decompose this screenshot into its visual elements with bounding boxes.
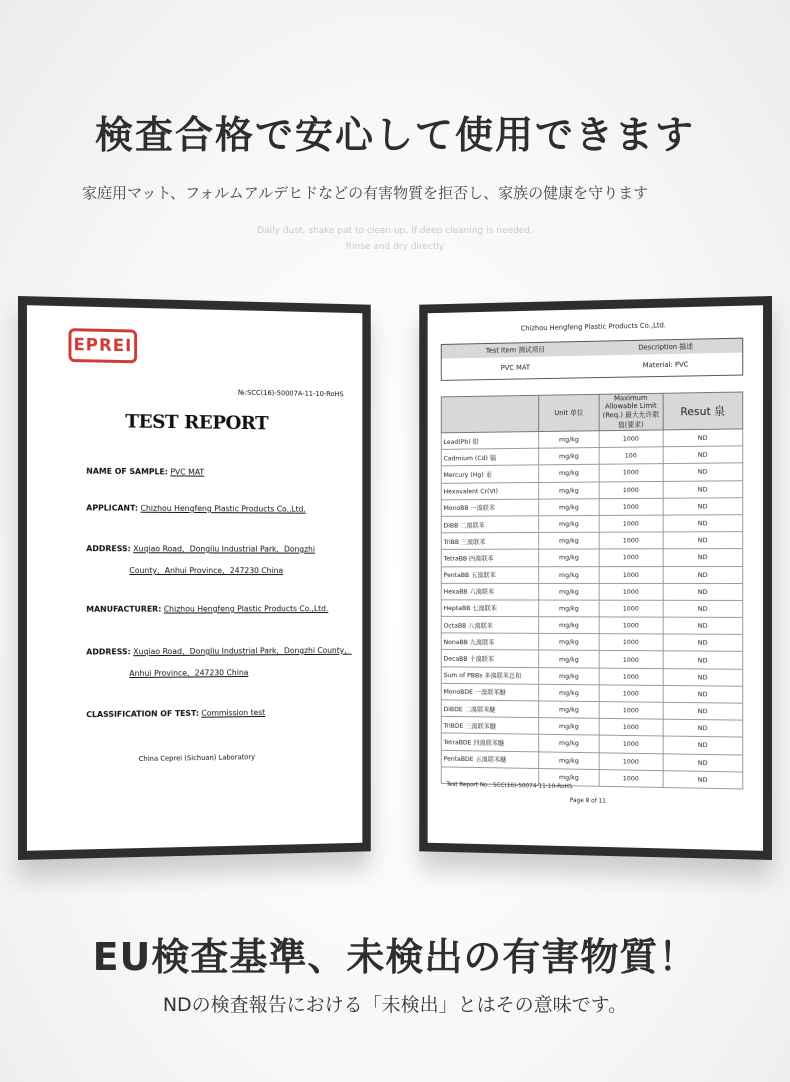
limit-cell: 1000 xyxy=(599,600,663,617)
result-cell: ND xyxy=(663,532,743,549)
report-footer: Test Report No.: SCC(16)-50074-11-10-RoHS xyxy=(446,781,573,791)
limit-cell: 1000 xyxy=(599,617,663,634)
item-cell: Mercury (Hg) 汞 xyxy=(441,465,539,483)
item-cell: Hexavalent Cr(VI) xyxy=(441,482,539,500)
limit-cell: 1000 xyxy=(599,634,663,651)
result-cell: ND xyxy=(663,583,743,600)
left-document-frame xyxy=(18,296,371,860)
unit-cell: mg/kg xyxy=(539,718,599,736)
unit-cell: mg/kg xyxy=(539,650,599,667)
table-row xyxy=(441,600,742,618)
field-classification xyxy=(86,702,265,726)
item-cell: PentaBDE 五溴联苯醚 xyxy=(441,750,539,768)
field-name-of-sample xyxy=(86,461,204,484)
field-value: Chizhou Hengfeng Plastic Products Co.,Ltd. xyxy=(163,604,329,614)
result-cell: ND xyxy=(663,515,743,532)
limit-cell: 1000 xyxy=(599,583,663,600)
limit-cell: 1000 xyxy=(599,481,663,498)
table-row xyxy=(441,549,742,566)
item-cell: DiBDE 二溴联苯醚 xyxy=(441,700,539,718)
header-cell: Resut 泉 xyxy=(663,392,743,430)
item-cell: TriBDE 三溴联苯醚 xyxy=(441,717,539,735)
limit-cell: 1000 xyxy=(599,769,663,787)
limit-cell: 1000 xyxy=(599,685,663,703)
sample-info-table xyxy=(441,338,743,381)
unit-cell: mg/kg xyxy=(539,751,599,769)
limit-cell: 1000 xyxy=(599,430,663,448)
limit-cell: 1000 xyxy=(599,532,663,549)
result-cell: ND xyxy=(663,668,743,686)
unit-cell: mg/kg xyxy=(539,498,599,515)
page-subline: 家庭用マット、フォルムアルデヒドなどの有害物質を拒否し、家族の健康を守ります xyxy=(82,184,649,202)
company-header: Chizhou Hengfeng Plastic Products Co.,Ltd. xyxy=(520,321,666,333)
result-cell: ND xyxy=(663,634,743,652)
field-address xyxy=(86,538,315,582)
header-cell xyxy=(441,395,539,433)
report-number: №:SCC(16)-50007A-11-10-RoHS xyxy=(237,388,344,399)
info-body-row xyxy=(442,353,743,380)
limit-cell: 1000 xyxy=(599,515,663,532)
unit-cell: mg/kg xyxy=(539,701,599,719)
unit-cell: mg/kg xyxy=(539,667,599,684)
field-value: Chizhou Hengfeng Plastic Products Co.,Ltd. xyxy=(140,503,306,514)
unit-cell: mg/kg xyxy=(539,431,599,449)
result-cell: ND xyxy=(663,497,743,515)
unit-cell: mg/kg xyxy=(539,735,599,753)
test-report-page xyxy=(27,305,362,851)
table-row xyxy=(441,480,742,499)
limit-cell: 1000 xyxy=(599,752,663,770)
field-label: APPLICANT: xyxy=(86,503,139,513)
field-applicant xyxy=(86,497,306,520)
limit-cell: 1000 xyxy=(599,464,663,482)
limit-cell: 1000 xyxy=(599,651,663,668)
field-manufacturer xyxy=(86,598,328,620)
field-value: Commission test xyxy=(201,708,266,718)
unit-cell: mg/kg xyxy=(539,566,599,583)
unit-cell: mg/kg xyxy=(539,549,599,566)
result-cell: ND xyxy=(663,651,743,669)
faint-caption xyxy=(0,223,790,255)
page-number: Page 8 of 11 xyxy=(569,797,606,805)
unit-cell: mg/kg xyxy=(539,634,599,651)
unit-cell: mg/kg xyxy=(539,482,599,499)
item-cell: MonoBDE 一溴联苯醚 xyxy=(441,683,539,701)
header-cell: Maximum Allowable Limit (Req.) 最大允许限值(要求) xyxy=(599,393,663,430)
field-label: NAME OF SAMPLE: xyxy=(86,466,168,477)
item-cell: MonoBB 一溴联苯 xyxy=(441,499,539,516)
limit-cell: 1000 xyxy=(599,498,663,515)
unit-cell: mg/kg xyxy=(539,768,599,786)
field-label: MANUFACTURER: xyxy=(86,604,162,614)
field-label: ADDRESS: xyxy=(86,647,131,657)
field-label: ADDRESS: xyxy=(86,544,131,554)
page-headline: 検査合格で安心して使用できます xyxy=(94,113,695,157)
unit-cell: mg/kg xyxy=(539,583,599,600)
bottom-subtitle: NDの検査報告における「未検出」とはその意味です。 xyxy=(162,994,628,1016)
results-body xyxy=(441,429,742,789)
field-value: Xuqiao Road，Dongliu Industrial Park，Dongzhi xyxy=(133,544,315,554)
item-cell: DiBB 二溴联苯 xyxy=(441,516,539,533)
result-cell: ND xyxy=(663,770,743,789)
item-cell: TetraBB 四溴联苯 xyxy=(441,549,539,566)
item-cell: Cadmium (Cd) 镉 xyxy=(441,448,539,466)
field-label: CLASSIFICATION OF TEST: xyxy=(86,708,199,720)
field-value: Xuqiao Road，Dongliu Industrial Park，Dongzhi County， xyxy=(133,645,352,657)
faint-line-1: Daily dust, shake pat to clean up. If deep cleaning is needed, xyxy=(257,226,533,236)
item-cell: OctaBB 八溴联苯 xyxy=(441,616,539,633)
unit-cell: mg/kg xyxy=(539,465,599,482)
result-cell: ND xyxy=(663,480,743,498)
item-cell: PentaBB 五溴联苯 xyxy=(441,566,539,583)
table-row xyxy=(441,515,742,533)
result-cell: ND xyxy=(663,702,743,720)
item-cell: NonaBB 九溴联苯 xyxy=(441,633,539,650)
field-address-2 xyxy=(86,640,351,685)
result-cell: ND xyxy=(663,446,743,464)
item-cell: Sum of PBBs 多溴联苯总和 xyxy=(441,666,539,684)
unit-cell: mg/kg xyxy=(539,532,599,549)
table-row xyxy=(441,497,742,516)
results-header-row xyxy=(441,392,742,433)
table-row xyxy=(441,532,742,550)
unit-cell: mg/kg xyxy=(539,600,599,617)
limit-cell: 1000 xyxy=(599,668,663,686)
laboratory-name: China Ceprei (Sichuan) Laboratory xyxy=(138,753,256,764)
result-cell: ND xyxy=(663,429,743,447)
result-cell: ND xyxy=(663,600,743,617)
result-cell: ND xyxy=(663,463,743,481)
info-body-cell: Material: PVC xyxy=(642,360,689,370)
item-cell: DecaBB 十溴联苯 xyxy=(441,650,539,667)
field-value-line2: Anhui Province，247230 China xyxy=(129,668,249,679)
limit-cell: 1000 xyxy=(599,702,663,720)
result-cell: ND xyxy=(663,719,743,737)
info-header-cell: Test Item 测试项目 xyxy=(485,345,545,355)
faint-line-2: Rinse and dry directly xyxy=(345,242,445,252)
info-body-cell: PVC MAT xyxy=(500,363,530,373)
item-cell: Lead(Pb) 铅 xyxy=(441,432,539,450)
item-cell: HeptaBB 七溴联苯 xyxy=(441,600,539,617)
table-row xyxy=(441,633,742,652)
unit-cell: mg/kg xyxy=(539,684,599,701)
right-document-frame xyxy=(419,296,772,860)
report-title: TEST REPORT xyxy=(125,410,269,435)
limit-cell: 1000 xyxy=(599,719,663,737)
field-value-line2: County，Anhui Province，247230 China xyxy=(129,566,284,576)
result-cell: ND xyxy=(663,617,743,634)
info-header-cell: Description 描述 xyxy=(638,342,694,352)
item-cell: TetraBDE 四溴联苯醚 xyxy=(441,733,539,751)
result-cell: ND xyxy=(663,566,743,583)
item-cell: TriBB 三溴联苯 xyxy=(441,533,539,550)
result-cell: ND xyxy=(663,549,743,566)
limit-cell: 1000 xyxy=(599,549,663,566)
limit-cell: 100 xyxy=(599,447,663,465)
unit-cell: mg/kg xyxy=(539,515,599,532)
result-cell: ND xyxy=(663,736,743,754)
result-cell: ND xyxy=(663,753,743,771)
limit-cell: 1000 xyxy=(599,735,663,753)
eprei-logo: EPREI xyxy=(68,328,137,363)
unit-cell: mg/kg xyxy=(539,617,599,634)
table-row xyxy=(441,616,742,634)
unit-cell: mg/kg xyxy=(539,448,599,466)
bottom-title: EU検査基準、未検出の有害物質！ xyxy=(92,935,698,979)
results-page xyxy=(428,305,763,851)
item-cell: HexaBB 六溴联苯 xyxy=(441,583,539,600)
limit-cell: 1000 xyxy=(599,566,663,583)
result-cell: ND xyxy=(663,685,743,703)
field-value: PVC MAT xyxy=(170,467,205,477)
results-table xyxy=(441,391,743,789)
table-row xyxy=(441,566,742,583)
header-cell: Unit 单位 xyxy=(539,394,599,431)
table-row xyxy=(441,583,742,600)
